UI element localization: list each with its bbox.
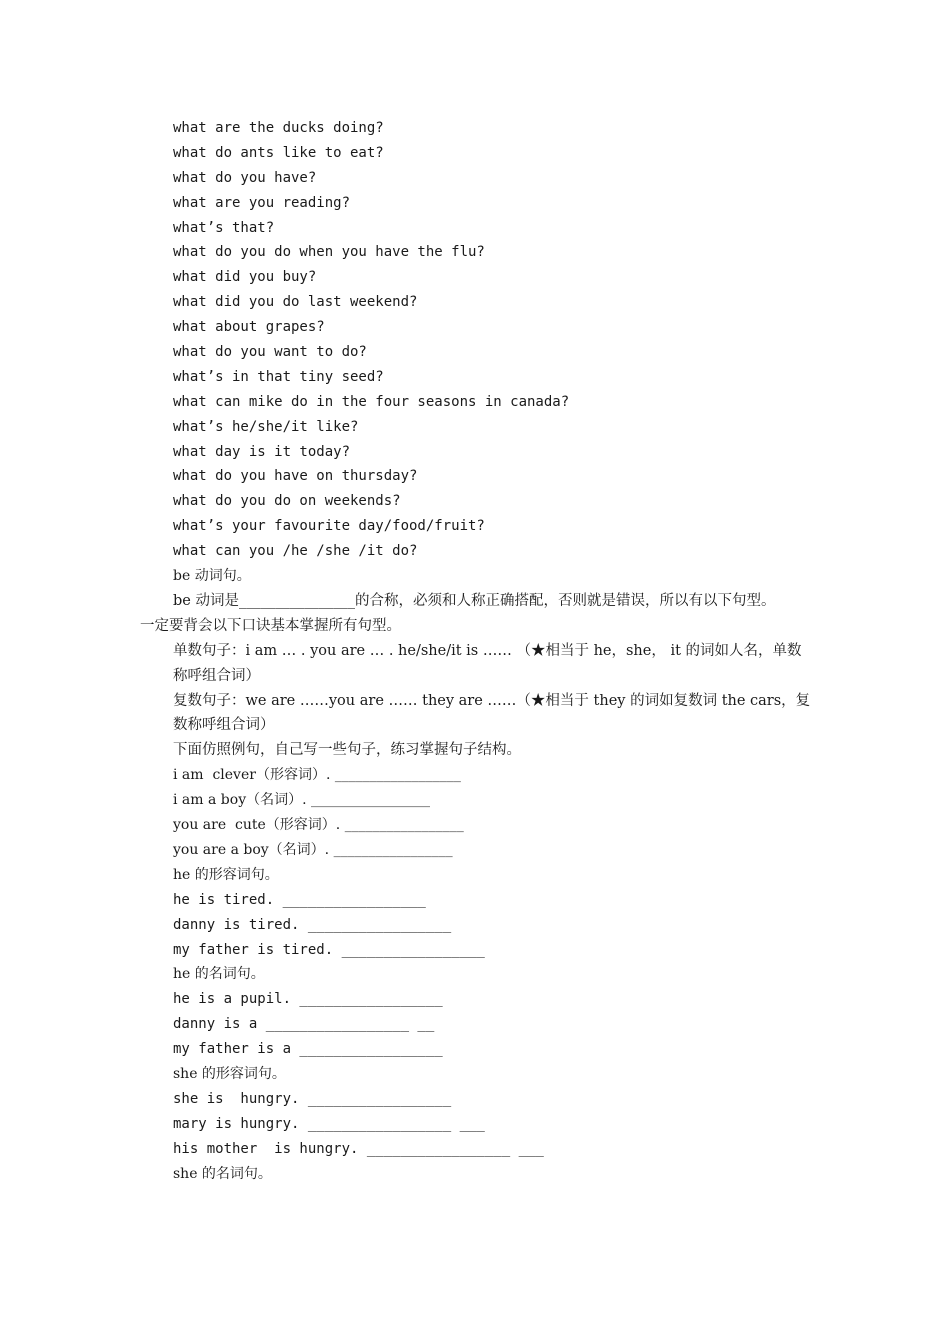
exercise-subheading: she 的名词句。 <box>173 1165 272 1182</box>
exercise-line: danny is tired. _________________ <box>173 916 452 933</box>
question-line: what did you do last weekend? <box>173 294 418 311</box>
exercise-line: my father is a _________________ <box>173 1041 443 1058</box>
exercise-line: danny is a _________________ __ <box>173 1016 435 1033</box>
exercise-line: he is a pupil. _________________ <box>173 991 443 1008</box>
question-line: what did you buy? <box>173 269 317 286</box>
memorize-paragraph: 一定要背会以下口诀基本掌握所有句型。 <box>140 617 401 634</box>
question-list <box>140 116 812 564</box>
exercise-subheading: she 的形容词句。 <box>173 1065 286 1082</box>
question-line: what do you do on weekends? <box>173 493 401 510</box>
plural-rule-paragraph: 复数句子：we are ……you are …… they are ……（★相当于 they 的词如复数词 the cars，复数称呼组合词） <box>173 692 811 734</box>
question-line: what are the ducks doing? <box>173 120 384 136</box>
exercise-line: i am clever（形容词）. __________________ <box>173 767 461 784</box>
exercise-line: mary is hungry. _________________ ___ <box>173 1115 485 1132</box>
exercise-list <box>140 763 812 1186</box>
question-line: what do you want to do? <box>173 344 367 361</box>
exercise-line: you are a boy（名词）. _________________ <box>173 841 453 858</box>
question-line: what’s in that tiny seed? <box>173 368 384 385</box>
question-line: what can mike do in the four seasons in canada? <box>173 393 570 410</box>
singular-rule-paragraph: 单数句子：i am … . you are … . he/she/it is …… （★相当于 he，she， it 的词如人名，单数称呼组合词） <box>173 642 802 684</box>
exercise-line: you are cute（形容词）. _________________ <box>173 817 464 834</box>
question-line: what can you /he /she /it do? <box>173 543 418 560</box>
exercise-subheading: he 的名词句。 <box>173 966 265 983</box>
document-body <box>140 116 812 1186</box>
question-line: what’s he/she/it like? <box>173 418 359 435</box>
question-line: what do you have? <box>173 169 317 186</box>
exercise-subheading: he 的形容词句。 <box>173 866 279 883</box>
imitate-instruction: 下面仿照例句，自己写一些句子，练习掌握句子结构。 <box>173 742 521 759</box>
be-intro-paragraph: be 动词是________________的合称，必须和人称正确搭配，否则就是错误，所以有以下句型。 <box>173 592 776 609</box>
exercise-line: he is tired. _________________ <box>173 891 426 908</box>
question-line: what are you reading? <box>173 194 351 211</box>
question-line: what do ants like to eat? <box>173 144 384 161</box>
question-line: what do you do when you have the flu? <box>173 244 485 261</box>
exercise-line: i am a boy（名词）. _________________ <box>173 792 430 809</box>
be-section-heading: be 动词句。 <box>173 568 251 585</box>
exercise-line: my father is tired. _________________ <box>173 941 485 958</box>
question-line: what’s that? <box>173 219 275 236</box>
question-line: what day is it today? <box>173 443 351 460</box>
question-line: what do you have on thursday? <box>173 468 418 485</box>
exercise-line: she is hungry. _________________ <box>173 1090 452 1107</box>
question-line: what’s your favourite day/food/fruit? <box>173 518 485 535</box>
exercise-line: his mother is hungry. _________________ ___ <box>173 1140 544 1157</box>
question-line: what about grapes? <box>173 319 325 336</box>
